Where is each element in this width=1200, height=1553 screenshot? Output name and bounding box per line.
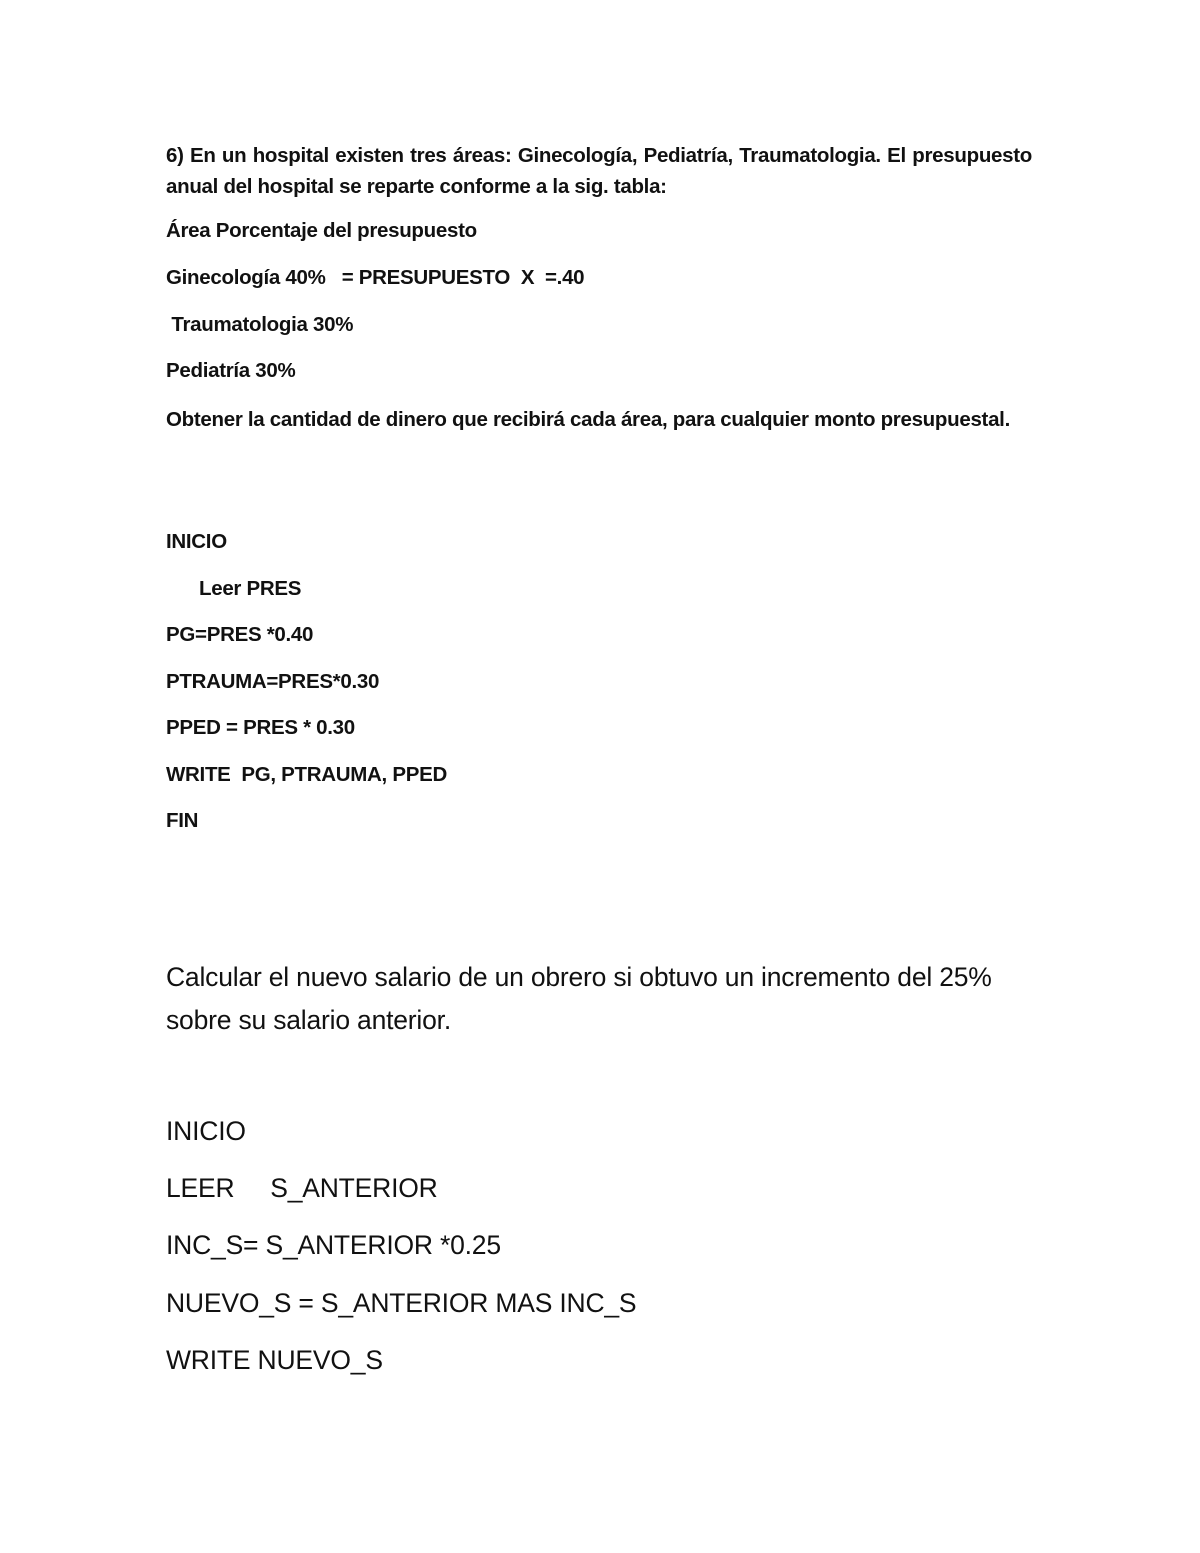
algo2-nuevo: NUEVO_S = S_ANTERIOR MAS INC_S (166, 1288, 637, 1318)
problem-6-question: Obtener la cantidad de dinero que recibirá cada área, para cualquier monto presupuestal. (166, 408, 1010, 431)
algo1-leer: Leer PRES (199, 577, 302, 600)
algo2-inc: INC_S= S_ANTERIOR *0.25 (166, 1230, 501, 1260)
table-row-traumatologia: Traumatologia 30% (166, 313, 354, 336)
algo2-leer: LEER S_ANTERIOR (166, 1173, 438, 1203)
problem-6-statement: 6) En un hospital existen tres áreas: Ginecología, Pediatría, Traumatologia. El presupuesto anual del hospital se reparte conforme a la sig. tabla: (166, 144, 1032, 198)
algo2-inicio: INICIO (166, 1116, 246, 1146)
algo2-write: WRITE NUEVO_S (166, 1345, 383, 1375)
algo1-pped: PPED = PRES * 0.30 (166, 716, 355, 739)
table-row-ginecologia: Ginecología 40% = PRESUPUESTO X =.40 (166, 266, 585, 289)
algo1-fin: FIN (166, 809, 199, 832)
problem-2-statement: Calcular el nuevo salario de un obrero si obtuvo un incremento del 25% sobre su salario anterior. (166, 962, 992, 1035)
table-header: Área Porcentaje del presupuesto (166, 219, 477, 242)
algo1-ptrauma: PTRAUMA=PRES*0.30 (166, 670, 380, 693)
algo1-write: WRITE PG, PTRAUMA, PPED (166, 763, 447, 786)
algo1-inicio: INICIO (166, 530, 227, 553)
table-row-pediatria: Pediatría 30% (166, 359, 296, 382)
algo1-pg: PG=PRES *0.40 (166, 623, 314, 646)
